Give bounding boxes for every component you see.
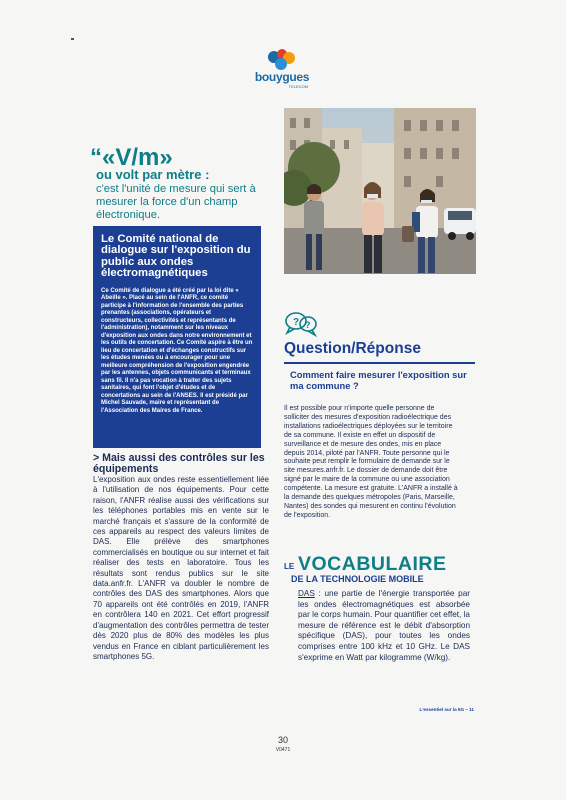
controls-body: L'exposition aux ondes reste essentiellement liée à l'utilisation de nos équipements. Pour cette raison, l'ANFR réalise aussi des vérifications sur les téléphones portables mis en vente sur le marché français et s'assure de la conformité de ces appareils au respect des valeurs limites de DAS. Elle prélève des smartphones commercialisés en boutique ou sur internet et fait réaliser des tests en laboratoire. Tous les résultats sont rendus publics sur le site data.anfr.fr. L'ANFR va doubler le nombre de contrôles des DAS des smartphones. Alors que 70 appareils ont été contrôlés en 2019, l'ANFR en contrôlera 140 en 2021. Cet effort progressif d'augmentation des contrôles permettra de tester dès 2020 plus de 80% des modèles les plus vendus en France en ciblant particulièrement les smartphones 5G.	[93, 475, 269, 661]
street-photo	[284, 108, 476, 274]
qa-question: Comment faire mesurer l'exposition sur ma commune ?	[290, 369, 467, 391]
bouygues-logo	[250, 48, 314, 90]
logo-brand: bouygues	[254, 70, 310, 84]
headline-title: “«V/m»	[90, 144, 173, 171]
svg-text:?: ?	[305, 320, 311, 330]
vocabulary-source: L'essentiel sur la 5G – 11	[419, 707, 474, 712]
qa-title: Question/Réponse	[284, 340, 421, 357]
committee-body: Ce Comité de dialogue a été créé par la loi dite « Abeille ». Placé au sein de l'ANFR, ce comité participe à l'information de l'ensemble des parties prenantes (associations, opérateurs et constructeurs, collectivités et représentants de l'administration), notamment sur les niveaux d'exposition aux ondes dans notre environnement et les outils de concertation. Ce Comité aspire à être un lieu de concertation et d'échanges constructifs sur les études menées ou à encourager pour une meilleure compréhension de l'exposition engendrée par les antennes, objets communicants et terminaux sans fil. Il n'a pas vocation à traiter des sujets sanitaires, qui font l'objet d'études et de concertations au sein de l'ANSES. Il est présidé par Michel Sauvade, maire et représentant de l'Association des Maires de France.	[101, 287, 253, 414]
page-number: 30	[277, 735, 288, 745]
committee-title: Le Comité national de dialogue sur l'exposition du public aux ondes électromagnétiques	[101, 233, 251, 280]
vocabulary-le: LE	[284, 562, 295, 571]
controls-heading: > Mais aussi des contrôles sur les équipements	[93, 452, 265, 475]
logo-sub: TELECOM	[288, 84, 308, 89]
qa-answer: Il est possible pour n'importe quelle personne de solliciter des mesures d'exposition radioélectrique des installations radioélectriques déployées sur le territoire de sa commune. Il existe en effet un dispositif de surveillance et de mesure des ondes, mis en place depuis 2014, piloté par l'ANFR. Toute personne qui le souhaite peut remplir le formulaire de demande sur le site mesures.anfr.fr. Le dossier de demande doit être signé par le maire de la commune ou une association compétente. La mesure est gratuite. L'ANFR a installé à la demande des quelques métropoles (Paris, Marseille, Nantes) des sondes qui mesurent en continu l'évolution de l'exposition.	[284, 405, 458, 519]
vocabulary-definition: : une partie de l'énergie transportée par les ondes électromagnétiques est absorbée par le corps humain. Pour quantifier cet effet, la mesure de référence est le débit d'absorption spécifique (DAS), pour toutes les ondes comprises entre 100 kHz et 10 GHz. Le DAS s'exprime en Watt par kilogramme (W/kg).	[298, 589, 470, 662]
vocabulary-term: DAS	[298, 589, 315, 598]
vocabulary-title: VOCABULAIRE	[298, 553, 447, 575]
vocabulary-subtitle: DE LA TECHNOLOGIE MOBILE	[291, 574, 424, 584]
committee-box	[93, 226, 261, 448]
street-photo-image	[284, 108, 476, 274]
page-code: V0471	[275, 747, 291, 753]
speech-bubbles-icon	[284, 311, 318, 337]
headline-subtitle: ou volt par mètre :	[96, 167, 210, 182]
svg-text:?: ?	[293, 317, 300, 328]
qa-divider	[284, 362, 475, 364]
headline-description: c'est l'unité de mesure qui sert à mesurer la force d'un champ électronique.	[96, 183, 256, 221]
vocabulary-definition-block	[298, 589, 470, 663]
logo-bubbles-icon	[265, 48, 299, 72]
scan-mark	[71, 38, 74, 40]
